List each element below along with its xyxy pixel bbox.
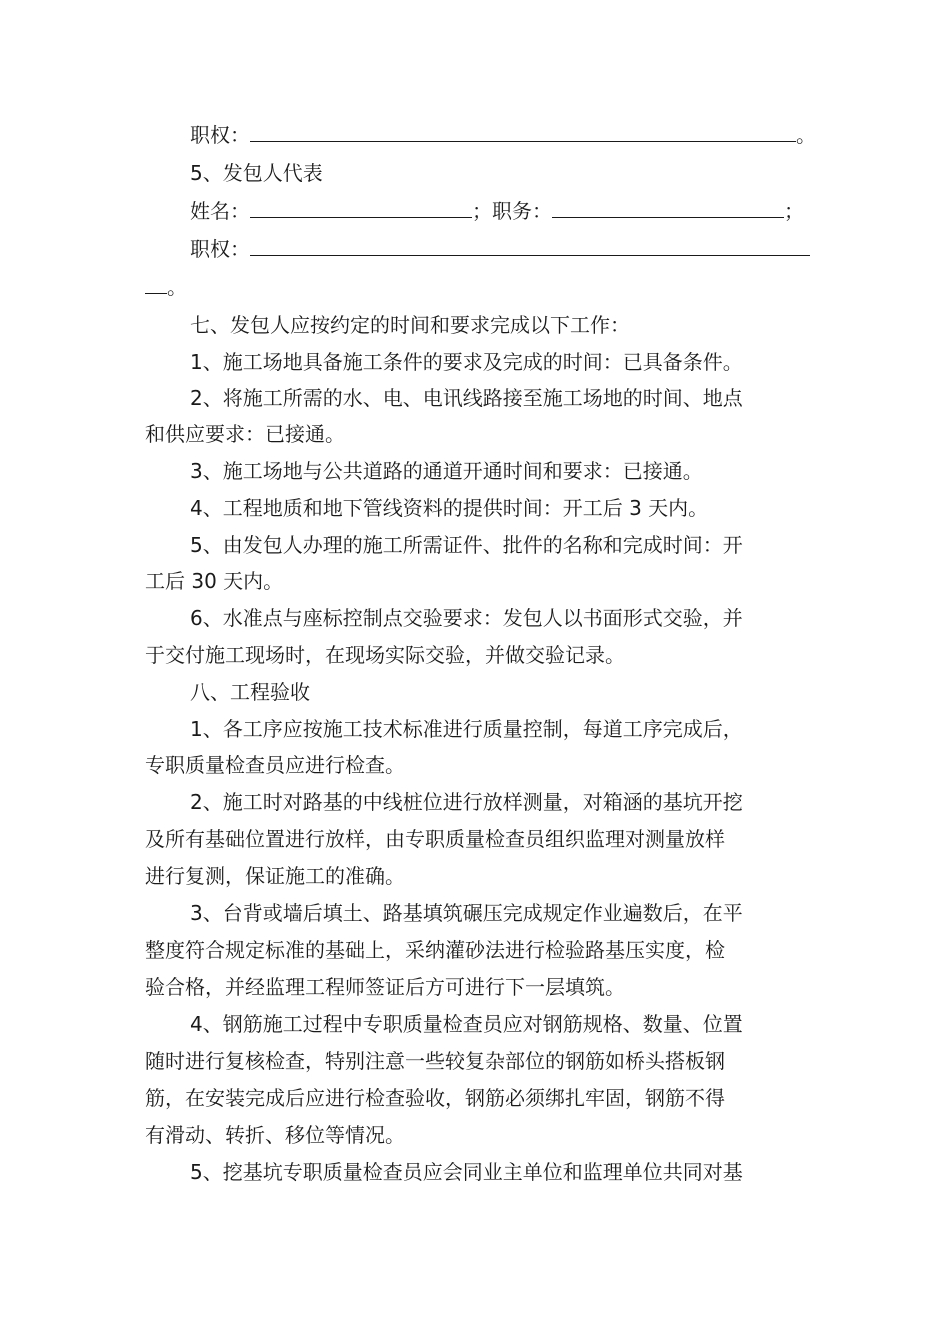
section8-item3-line3: 验合格，并经监理工程师签证后方可进行下一层填筑。 bbox=[145, 975, 625, 999]
section7-item5-line1: 5、由发包人办理的施工所需证件、批件的名称和完成时间：开 bbox=[190, 533, 743, 557]
section7-item1: 1、施工场地具备施工条件的要求及完成的时间：已具备条件。 bbox=[190, 350, 743, 374]
section7-item6-line2: 于交付施工现场时，在现场实际交验，并做交验记录。 bbox=[145, 643, 625, 667]
section7-item2-line1: 2、将施工所需的水、电、电讯线路接至施工场地的时间、地点 bbox=[190, 386, 743, 410]
authority-label-2: 职权： bbox=[190, 237, 250, 261]
representative-heading: 5、发包人代表 bbox=[190, 161, 323, 185]
section8-item1-line2: 专职质量检查员应进行检查。 bbox=[145, 753, 405, 777]
authority-line-2 bbox=[190, 237, 810, 261]
section8-item4-line2: 随时进行复核检查，特别注意一些较复杂部位的钢筋如桥头搭板钢 bbox=[145, 1049, 725, 1073]
section7-item5-line2: 工后 30 天内。 bbox=[145, 569, 284, 593]
authority-blank-1[interactable] bbox=[250, 123, 796, 142]
section8-item3-line2: 整度符合规定标准的基础上，采纳灌砂法进行检验路基压实度，检 bbox=[145, 938, 725, 962]
authority-blank-2[interactable] bbox=[250, 237, 810, 256]
section8-item4-line3: 筋，在安装完成后应进行检查验收，钢筋必须绑扎牢固，钢筋不得 bbox=[145, 1086, 725, 1110]
name-blank[interactable] bbox=[250, 199, 472, 218]
authority-line-2-continued bbox=[145, 275, 187, 299]
section8-item4-line4: 有滑动、转折、移位等情况。 bbox=[145, 1123, 405, 1147]
end-period: 。 bbox=[796, 123, 816, 147]
section7-item4: 4、工程地质和地下管线资料的提供时间：开工后 3 天内。 bbox=[190, 496, 709, 520]
end-period-2: 。 bbox=[167, 275, 187, 299]
section8-item3-line1: 3、台背或墙后填土、路基填筑碾压完成规定作业遍数后，在平 bbox=[190, 901, 743, 925]
authority-blank-2-tail[interactable] bbox=[145, 275, 167, 294]
semicolon-1: ； bbox=[472, 199, 492, 223]
section8-item2-line2: 及所有基础位置进行放样，由专职质量检查员组织监理对测量放样 bbox=[145, 827, 725, 851]
section8-item1-line1: 1、各工序应按施工技术标准进行质量控制，每道工序完成后， bbox=[190, 717, 743, 741]
section7-item6-line1: 6、水准点与座标控制点交验要求：发包人以书面形式交验，并 bbox=[190, 606, 743, 630]
section7-item3: 3、施工场地与公共道路的通道开通时间和要求：已接通。 bbox=[190, 459, 703, 483]
section8-item4-line1: 4、钢筋施工过程中专职质量检查员应对钢筋规格、数量、位置 bbox=[190, 1012, 743, 1036]
section8-item2-line3: 进行复测，保证施工的准确。 bbox=[145, 864, 405, 888]
section8-heading: 八、工程验收 bbox=[190, 680, 310, 704]
authority-line-1 bbox=[190, 123, 816, 147]
section7-item2-line2: 和供应要求：已接通。 bbox=[145, 422, 345, 446]
name-position-line bbox=[190, 199, 804, 223]
name-label: 姓名： bbox=[190, 199, 250, 223]
position-label: 职务： bbox=[492, 199, 552, 223]
authority-label: 职权： bbox=[190, 123, 250, 147]
section8-item5-line1: 5、挖基坑专职质量检查员应会同业主单位和监理单位共同对基 bbox=[190, 1160, 743, 1184]
section8-item2-line1: 2、施工时对路基的中线桩位进行放样测量，对箱涵的基坑开挖 bbox=[190, 790, 743, 814]
semicolon-2: ； bbox=[784, 199, 804, 223]
section7-heading: 七、发包人应按约定的时间和要求完成以下工作： bbox=[190, 313, 630, 337]
position-blank[interactable] bbox=[552, 199, 784, 218]
